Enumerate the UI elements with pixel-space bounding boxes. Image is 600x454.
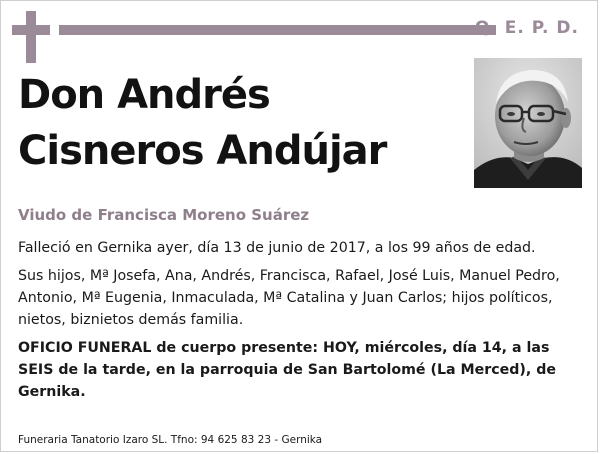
widower-line: Viudo de Francisca Moreno Suárez (18, 206, 310, 224)
obituary-body (18, 237, 583, 409)
funeral-home-footer: Funeraria Tanatorio Izaro SL. Tfno: 94 625 83 23 - Gernika (18, 434, 323, 446)
qepd-label: Q. E. P. D. (474, 18, 579, 38)
death-notice: Falleció en Gernika ayer, día 13 de junio de 2017, a los 99 años de edad. (18, 240, 536, 256)
funeral-service: OFICIO FUNERAL de cuerpo presente: HOY, miércoles, día 14, a las SEIS de la tarde, en la parroquia de San Bartolomé (La Merced), de Gernika. (18, 340, 557, 400)
header-band (59, 25, 496, 35)
deceased-name (18, 67, 458, 179)
family-list: Sus hijos, Mª Josefa, Ana, Andrés, Francisca, Rafael, José Luis, Manuel Pedro, Antonio, Mª Eugenia, Inmaculada, Mª Catalina y Juan Carlos; hijos políticos, nietos, biznietos demás familia. (18, 268, 560, 328)
name-line-2: Cisneros Andújar (18, 128, 387, 174)
name-line-1: Don Andrés (18, 72, 270, 118)
latin-cross-icon (12, 11, 50, 63)
portrait-photo (474, 58, 582, 188)
